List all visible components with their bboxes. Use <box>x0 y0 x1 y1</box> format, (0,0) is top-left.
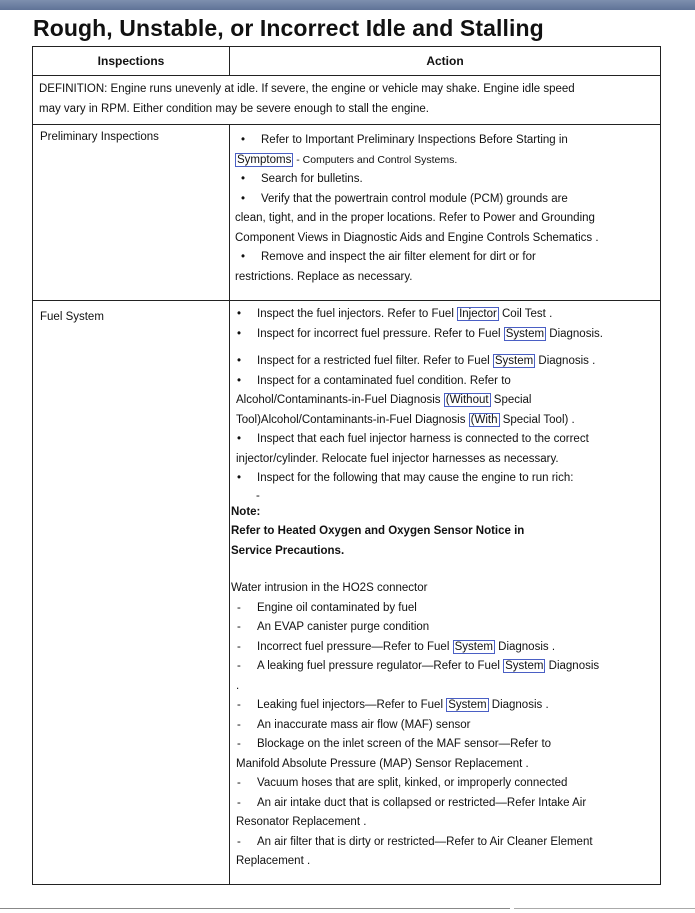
preliminary-actions <box>230 125 661 301</box>
list-item: Alcohol/Contaminants-in-Fuel Diagnosis <box>236 394 444 406</box>
header-inspections: Inspections <box>33 47 230 76</box>
dash: - <box>237 777 241 789</box>
top-title-bar <box>0 0 695 10</box>
list-item: Diagnosis <box>545 660 600 672</box>
list-item: clean, tight, and in the proper locations. Refer to Power and Grounding <box>235 212 595 224</box>
note-text: Service Precautions. <box>231 544 345 557</box>
list-item: Manifold Absolute Pressure (MAP) Sensor Replacement . <box>236 757 529 770</box>
table-row <box>33 301 661 885</box>
list-item: An air filter that is dirty or restricted—Refer to Air Cleaner Element <box>257 835 593 848</box>
system-link[interactable]: System <box>505 327 545 340</box>
list-item: restrictions. Replace as necessary. <box>235 270 413 283</box>
dash: - <box>237 621 241 633</box>
dash: - <box>237 738 241 750</box>
system-link[interactable]: System <box>448 699 487 711</box>
fuel-system-label: Fuel System <box>33 301 230 885</box>
list-item: Tool)Alcohol/Contaminants-in-Fuel Diagnosis <box>236 413 469 426</box>
list-item: An EVAP canister purge condition <box>257 621 430 633</box>
dash: - <box>237 699 241 711</box>
note-text: Refer to Heated Oxygen and Oxygen Sensor Notice in <box>231 525 525 537</box>
bullet: • <box>237 355 242 367</box>
list-item: Inspect the fuel injectors. Refer to Fuel <box>257 308 458 320</box>
bullet: • <box>237 327 242 340</box>
list-item: Diagnosis . <box>535 355 596 367</box>
bullet: • <box>241 192 246 205</box>
list-item: - Computers and Control Systems. <box>293 153 458 166</box>
symptoms-link[interactable]: Symptoms <box>237 153 292 166</box>
list-item: A leaking fuel pressure regulator—Refer to Fuel <box>257 660 504 672</box>
list-item: . <box>236 679 240 692</box>
dash: - <box>256 489 260 502</box>
list-item: Diagnosis. <box>546 327 603 340</box>
bullet: • <box>237 472 242 484</box>
list-item: Remove and inspect the air filter element for dirt or for <box>261 251 536 263</box>
dash: - <box>237 796 241 809</box>
bullet: • <box>237 433 242 445</box>
list-item: An air intake duct that is collapsed or restricted—Refer Intake Air <box>257 796 587 809</box>
list-item: Refer to Important Preliminary Inspections Before Starting in <box>261 134 568 146</box>
list-item: Special Tool) . <box>499 413 575 426</box>
table-row <box>33 125 661 301</box>
list-item: Coil Test . <box>498 308 553 320</box>
list-item: Special <box>490 394 532 406</box>
definition-cell <box>33 76 661 125</box>
list-item: Inspect that each fuel injector harness is connected to the correct <box>257 433 589 445</box>
dash: - <box>237 835 241 848</box>
list-item: Search for bulletins. <box>261 173 363 185</box>
dash: - <box>237 601 241 614</box>
definition-line: DEFINITION: Engine runs unevenly at idle. If severe, the engine or vehicle may shake. Engine idle speed <box>39 83 575 95</box>
list-item: Resonator Replacement . <box>236 816 367 828</box>
definition-row <box>33 76 661 125</box>
list-item: Replacement . <box>236 855 311 867</box>
footer-divider <box>514 908 695 909</box>
definition-line: may vary in RPM. Either condition may be severe enough to stall the engine. <box>39 102 429 115</box>
injector-link[interactable]: Injector <box>459 308 497 320</box>
fuel-system-actions <box>230 301 661 885</box>
preliminary-label: Preliminary Inspections <box>33 125 230 301</box>
list-item: Engine oil contaminated by fuel <box>257 601 417 614</box>
bullet: • <box>237 374 242 387</box>
list-item: Leaking fuel injectors—Refer to Fuel <box>257 699 447 711</box>
without-link[interactable]: (Without <box>445 394 489 406</box>
dash: - <box>237 640 241 653</box>
list-item: injector/cylinder. Relocate fuel injector harnesses as necessary. <box>236 452 559 465</box>
dash: - <box>237 718 241 731</box>
note-label: Note: <box>231 505 261 518</box>
list-item: Diagnosis . <box>494 640 556 653</box>
system-link[interactable]: System <box>505 660 544 672</box>
diagnostic-table <box>32 46 661 885</box>
list-item: Water intrusion in the HO2S connector <box>231 582 428 594</box>
table-header-row <box>33 47 661 76</box>
dash: - <box>237 660 241 672</box>
bullet: • <box>241 251 246 263</box>
bullet: • <box>237 308 242 320</box>
list-item: An inaccurate mass air flow (MAF) sensor <box>257 718 471 731</box>
header-action: Action <box>230 47 661 76</box>
list-item: Diagnosis . <box>488 699 549 711</box>
bullet: • <box>241 134 246 146</box>
system-link[interactable]: System <box>454 640 493 653</box>
bullet: • <box>241 173 246 185</box>
list-item: Vacuum hoses that are split, kinked, or improperly connected <box>257 777 568 789</box>
list-item: Component Views in Diagnostic Aids and Engine Controls Schematics . <box>235 231 599 244</box>
list-item: Inspect for incorrect fuel pressure. Refer to Fuel <box>257 327 504 340</box>
system-link[interactable]: System <box>494 355 534 367</box>
list-item: Inspect for the following that may cause the engine to run rich: <box>257 472 574 484</box>
list-item: Incorrect fuel pressure—Refer to Fuel <box>257 640 453 653</box>
with-link[interactable]: (With <box>470 413 498 426</box>
footer-divider <box>0 908 510 909</box>
list-item: Blockage on the inlet screen of the MAF sensor—Refer to <box>257 738 552 750</box>
list-item: Verify that the powertrain control module (PCM) grounds are <box>261 192 568 205</box>
page-title: Rough, Unstable, or Incorrect Idle and Stalling <box>33 15 544 41</box>
list-item: Inspect for a contaminated fuel condition. Refer to <box>257 374 511 387</box>
list-item: Inspect for a restricted fuel filter. Refer to Fuel <box>257 355 493 367</box>
